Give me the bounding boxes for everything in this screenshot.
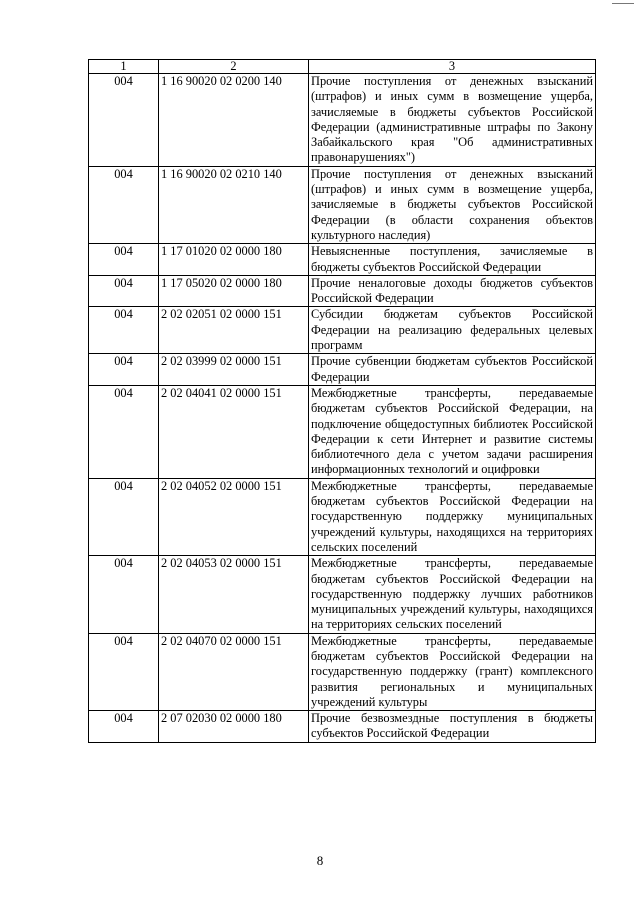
admin-code-cell: 004	[89, 74, 159, 167]
budget-code-cell: 2 02 04053 02 0000 151	[159, 556, 309, 633]
budget-code-cell: 2 07 02030 02 0000 180	[159, 711, 309, 743]
scan-corner-mark	[612, 3, 634, 4]
header-col-2: 2	[159, 60, 309, 74]
table-row	[89, 478, 596, 555]
description-cell: Межбюджетные трансферты, передаваемые бюджетам субъектов Российской Федерации на государственную поддержку (грант) комплексного развития региональных и муниципальных учреждений культуры	[309, 633, 596, 710]
budget-code-cell: 1 17 01020 02 0000 180	[159, 244, 309, 276]
budget-code-cell: 1 16 90020 02 0200 140	[159, 74, 309, 167]
description-cell: Межбюджетные трансферты, передаваемые бюджетам субъектов Российской Федерации на государственную поддержку лучших работников муниципальных учреждений культуры, находящихся на территориях сельских поселений	[309, 556, 596, 633]
admin-code-cell: 004	[89, 275, 159, 307]
description-cell: Прочие поступления от денежных взысканий (штрафов) и иных сумм в возмещение ущерба, зачисляемые в бюджеты субъектов Российской Федерации (в области сохранения объектов культурного наследия)	[309, 166, 596, 243]
page-number: 8	[316, 853, 324, 868]
admin-code-cell: 004	[89, 244, 159, 276]
admin-code-cell: 004	[89, 478, 159, 555]
admin-code-cell: 004	[89, 556, 159, 633]
header-col-3: 3	[309, 60, 596, 74]
description-cell: Прочие субвенции бюджетам субъектов Российской Федерации	[309, 354, 596, 386]
description-cell: Межбюджетные трансферты, передаваемые бюджетам субъектов Российской Федерации, на подключение общедоступных библиотек Российской Федерации к сети Интернет и развитие системы библиотечного дела с учетом задачи расширения информационных технологий и оцифровки	[309, 385, 596, 478]
table-row	[89, 307, 596, 354]
admin-code-cell: 004	[89, 166, 159, 243]
budget-code-cell: 2 02 02051 02 0000 151	[159, 307, 309, 354]
table-row	[89, 385, 596, 478]
budget-code-cell: 2 02 03999 02 0000 151	[159, 354, 309, 386]
header-col-1: 1	[89, 60, 159, 74]
description-cell: Субсидии бюджетам субъектов Российской Федерации на реализацию федеральных целевых программ	[309, 307, 596, 354]
budget-code-cell: 2 02 04052 02 0000 151	[159, 478, 309, 555]
table-row	[89, 633, 596, 710]
table-row	[89, 354, 596, 386]
table-row	[89, 556, 596, 633]
budget-code-cell: 1 17 05020 02 0000 180	[159, 275, 309, 307]
description-cell: Прочие неналоговые доходы бюджетов субъектов Российской Федерации	[309, 275, 596, 307]
description-cell: Невыясненные поступления, зачисляемые в бюджеты субъектов Российской Федерации	[309, 244, 596, 276]
table-row	[89, 74, 596, 167]
description-cell: Межбюджетные трансферты, передаваемые бюджетам субъектов Российской Федерации на государственную поддержку муниципальных учреждений культуры, находящихся на территориях сельских поселений	[309, 478, 596, 555]
table-row	[89, 275, 596, 307]
budget-revenue-table	[88, 59, 596, 743]
admin-code-cell: 004	[89, 633, 159, 710]
table-row	[89, 244, 596, 276]
table-body	[89, 74, 596, 743]
admin-code-cell: 004	[89, 307, 159, 354]
budget-code-cell: 2 02 04070 02 0000 151	[159, 633, 309, 710]
budget-code-cell: 1 16 90020 02 0210 140	[159, 166, 309, 243]
admin-code-cell: 004	[89, 711, 159, 743]
admin-code-cell: 004	[89, 385, 159, 478]
description-cell: Прочие поступления от денежных взысканий (штрафов) и иных сумм в возмещение ущерба, зачисляемые в бюджеты субъектов Российской Федерации (административные штрафы по Закону Забайкальского края "Об административных правонарушениях")	[309, 74, 596, 167]
admin-code-cell: 004	[89, 354, 159, 386]
table-header-row	[89, 60, 596, 74]
budget-code-cell: 2 02 04041 02 0000 151	[159, 385, 309, 478]
table-row	[89, 166, 596, 243]
table-row	[89, 711, 596, 743]
description-cell: Прочие безвозмездные поступления в бюджеты субъектов Российской Федерации	[309, 711, 596, 743]
